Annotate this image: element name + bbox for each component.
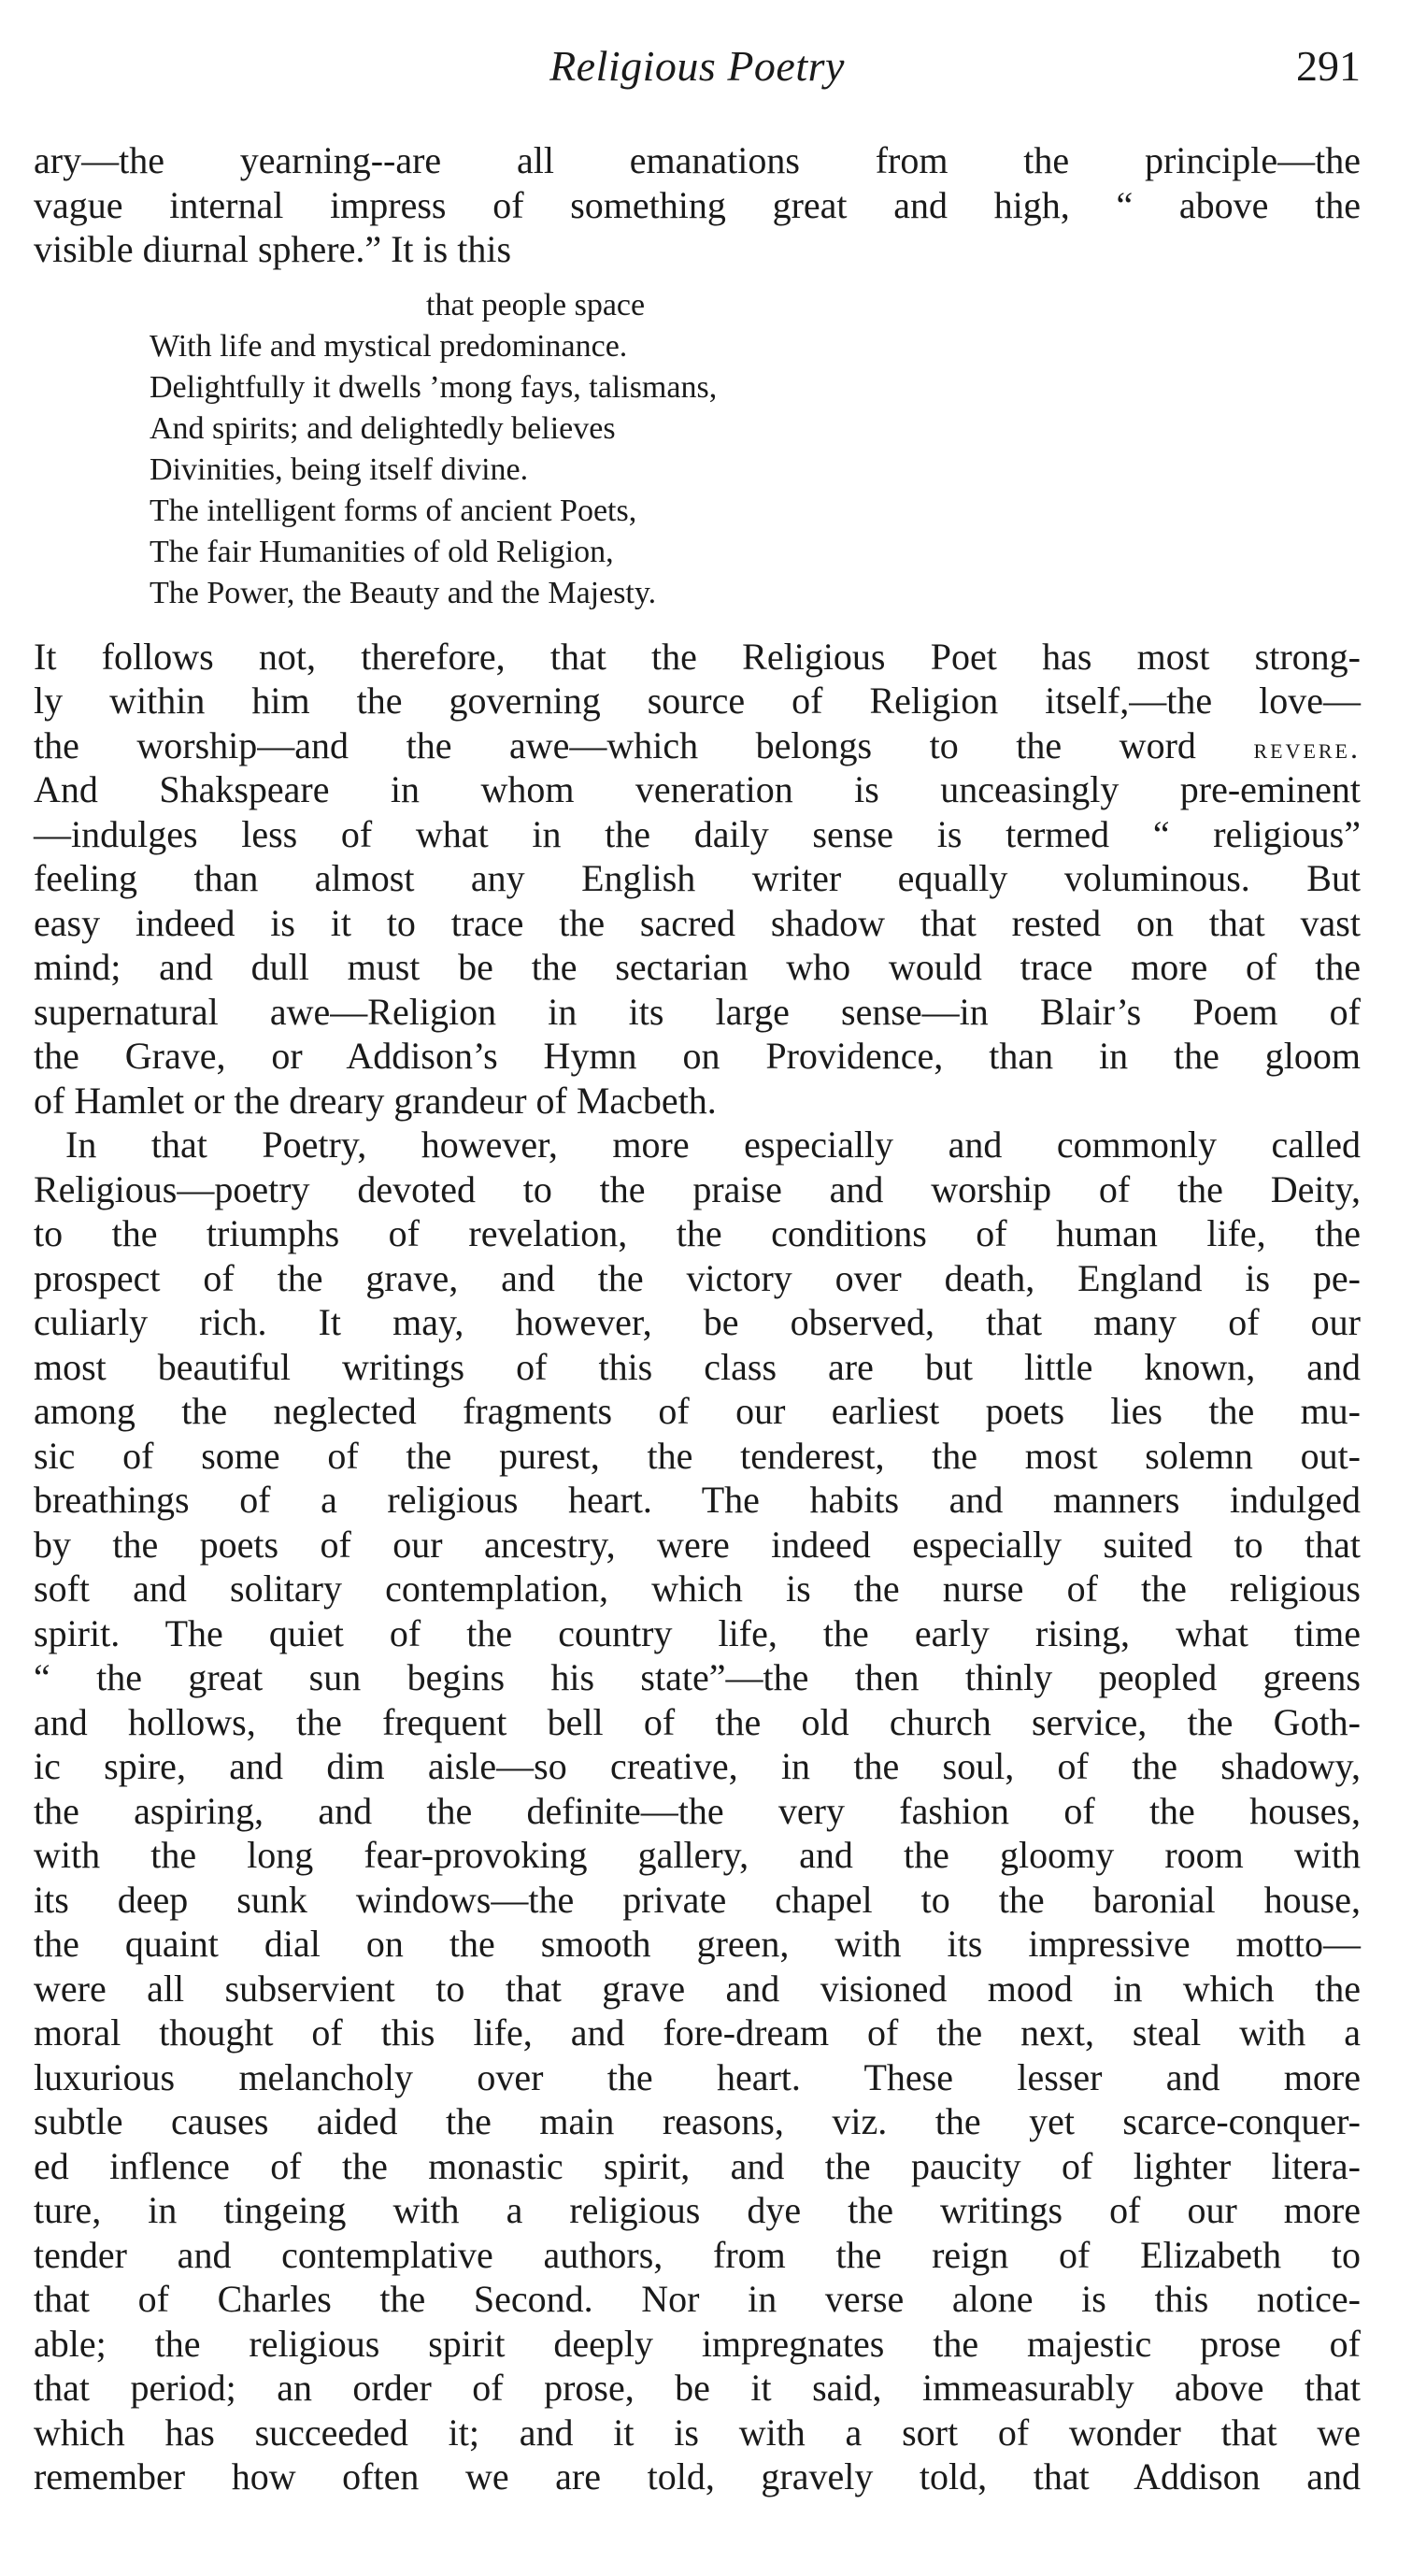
text-line: by the poets of our ancestry, were indeed especially suited to that xyxy=(34,1523,1361,1566)
verse-line: Delightfully it dwells ’mong fays, talismans, xyxy=(150,369,718,405)
text-line: of Hamlet or the dreary grandeur of Macbeth. xyxy=(34,1079,717,1122)
text-line: feeling than almost any English writer equally voluminous. But xyxy=(34,857,1361,899)
text-line: easy indeed is it to trace the sacred shadow that rested on that vast xyxy=(34,901,1361,944)
page-header xyxy=(34,41,1361,107)
verse-line: With life and mystical predominance. xyxy=(150,328,628,364)
text-line: which has succeeded it; and it is with a sort of wonder that we xyxy=(34,2411,1361,2454)
text-line: ed inflence of the monastic spirit, and the paucity of lighter litera- xyxy=(34,2144,1361,2187)
text-line: that period; an order of prose, be it said, immeasurably above that xyxy=(34,2367,1361,2409)
text-line: It follows not, therefore, that the Religious Poet has most strong- xyxy=(34,635,1361,678)
text-line: vague internal impress of something great and high, “ above the xyxy=(34,183,1361,226)
text-line: —indulges less of what in the daily sense is termed “ religious” xyxy=(34,812,1361,855)
paragraph-continued xyxy=(34,138,1361,272)
text-line: most beautiful writings of this class are but little known, and xyxy=(34,1345,1361,1388)
body-text xyxy=(34,138,1361,2499)
text-line: and hollows, the frequent bell of the old church service, the Goth- xyxy=(34,1700,1361,1743)
text-line: moral thought of this life, and fore-dream of the next, steal with a xyxy=(34,2011,1361,2054)
text-line: that of Charles the Second. Nor in verse alone is this notice- xyxy=(34,2278,1361,2320)
text-line: subtle causes aided the main reasons, viz. the yet scarce-conquer- xyxy=(34,2100,1361,2142)
text-line: mind; and dull must be the sectarian who would trace more of the xyxy=(34,946,1361,988)
text-line: remember how often we are told, gravely told, that Addison and xyxy=(34,2455,1361,2497)
running-title: Religious Poetry xyxy=(549,42,845,90)
verse-line: And spirits; and delightedly believes xyxy=(150,410,616,446)
text-line: Religious—poetry devoted to the praise and worship of the Deity, xyxy=(34,1167,1361,1210)
verse-line: The Power, the Beauty and the Majesty. xyxy=(150,575,657,610)
verse-quotation xyxy=(34,285,1361,614)
text-line: luxurious melancholy over the heart. These lesser and more xyxy=(34,2055,1361,2098)
text-line: In that Poetry, however, more especially and commonly called xyxy=(65,1123,1361,1166)
text-line: “ the great sun begins his state”—the then thinly peopled greens xyxy=(34,1656,1361,1698)
text-line: ic spire, and dim aisle—so creative, in the soul, of the shadowy, xyxy=(34,1745,1361,1787)
text-line: the quaint dial on the smooth green, with its impressive motto— xyxy=(34,1923,1361,1965)
text-line: culiarly rich. It may, however, be observed, that many of our xyxy=(34,1301,1361,1343)
text-line: with the long fear-provoking gallery, and the gloomy room with xyxy=(34,1834,1361,1876)
text-run: the worship—and the awe—which belongs to the word xyxy=(34,723,1196,766)
text-line: were all subservient to that grave and visioned mood in which the xyxy=(34,1967,1361,2010)
small-caps-word: revere. xyxy=(1253,730,1361,765)
text-line: ary—the yearning--are all emanations from the principle—the xyxy=(34,139,1361,181)
text-line: spirit. The quiet of the country life, the early rising, what time xyxy=(34,1611,1361,1654)
text-line xyxy=(34,723,1361,768)
verse-line: Divinities, being itself divine. xyxy=(150,451,529,487)
text-line: visible diurnal sphere.” It is this xyxy=(34,228,512,270)
text-line: prospect of the grave, and the victory over death, England is pe- xyxy=(34,1256,1361,1299)
verse-line: The intelligent forms of ancient Poets, xyxy=(150,493,637,528)
text-line: supernatural awe—Religion in its large sense—in Blair’s Poem of xyxy=(34,990,1361,1033)
page-number: 291 xyxy=(1296,42,1361,90)
paragraph xyxy=(34,1123,1361,2499)
verse-line: The fair Humanities of old Religion, xyxy=(150,534,614,569)
text-line: to the triumphs of revelation, the conditions of human life, the xyxy=(34,1212,1361,1254)
paragraph xyxy=(34,635,1361,1123)
text-line: tender and contemplative authors, from the reign of Elizabeth to xyxy=(34,2233,1361,2276)
text-line: ture, in tingeing with a religious dye the writings of our more xyxy=(34,2189,1361,2231)
text-line: ly within him the governing source of Religion itself,—the love— xyxy=(34,680,1361,722)
text-line: the aspiring, and the definite—the very fashion of the houses, xyxy=(34,1789,1361,1832)
verse-line: that people space xyxy=(426,287,646,322)
text-line: And Shakspeare in whom veneration is unceasingly pre-eminent xyxy=(34,768,1361,810)
text-line: breathings of a religious heart. The habits and manners indulged xyxy=(34,1479,1361,1521)
text-line: soft and solitary contemplation, which is the nurse of the religious xyxy=(34,1567,1361,1610)
text-line: able; the religious spirit deeply impregnates the majestic prose of xyxy=(34,2322,1361,2365)
text-line: sic of some of the purest, the tenderest, the most solemn out- xyxy=(34,1434,1361,1477)
text-line: the Grave, or Addison’s Hymn on Providence, than in the gloom xyxy=(34,1035,1361,1077)
text-line: among the neglected fragments of our earliest poets lies the mu- xyxy=(34,1390,1361,1432)
text-line: its deep sunk windows—the private chapel to the baronial house, xyxy=(34,1878,1361,1921)
